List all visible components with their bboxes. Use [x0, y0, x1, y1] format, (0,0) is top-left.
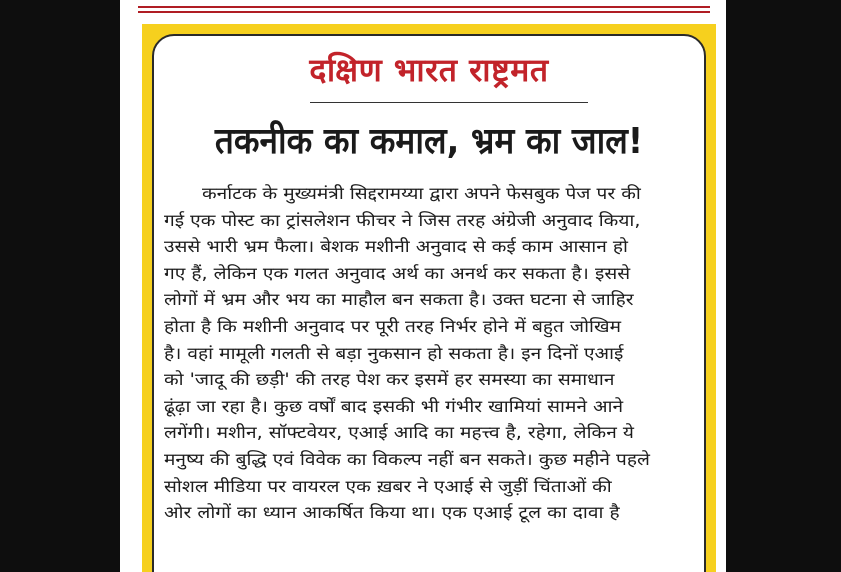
body-line: ढूंढ़ा जा रहा है। कुछ वर्षों बाद इसकी भी गंभीर खामियां सामने आने [164, 396, 624, 416]
body-line: ओर लोगों का ध्यान आकर्षित किया था। एक एआई टूल का दावा है [164, 503, 620, 523]
body-line: होता है कि मशीनी अनुवाद पर पूरी तरह निर्भर होने में बहुत जोखिम [164, 317, 621, 336]
body-line: लगेंगी। मशीन, सॉफ्टवेयर, एआई आदि का महत्त्व है, रहेगा, लेकिन ये [164, 423, 634, 443]
editorial-card [152, 34, 706, 572]
body-line: सोशल मीडिया पर वायरल एक ख़बर ने एआई से जुड़ीं चिंताओं की [164, 476, 612, 496]
body-line: गए हैं, लेकिन एक गलत अनुवाद अर्थ का अनर्थ कर सकता है। इससे [164, 263, 631, 283]
body-line: मनुष्य की बुद्धि एवं विवेक का विकल्प नहीं बन सकते। कुछ महीने पहले [164, 450, 650, 469]
editorial-headline: तकनीक का कमाल, भ्रम का जाल! [214, 121, 644, 162]
editorial-frame [142, 24, 716, 572]
body-line: कर्नाटक के मुख्यमंत्री सिद्दरामय्या द्वारा अपने फेसबुक पेज पर की [202, 184, 641, 203]
body-line: उससे भारी भ्रम फैला। बेशक मशीनी अनुवाद से कई काम आसान हो [164, 237, 628, 257]
body-line: को 'जादू की छड़ी' की तरह पेश कर इसमें हर समस्या का समाधान [164, 370, 615, 390]
top-rule-2 [138, 11, 710, 13]
body-line: लोगों में भ्रम और भय का माहौल बन सकता है। उक्त घटना से जाहिर [164, 290, 634, 310]
masthead-title: दक्षिण भारत राष्ट्रमत [309, 51, 549, 89]
top-rule [138, 6, 710, 8]
newspaper-page [120, 0, 726, 572]
body-line: है। वहां मामूली गलती से बड़ा नुकसान हो सकता है। इन दिनों एआई [164, 343, 624, 363]
body-line: गई एक पोस्ट का ट्रांसलेशन फीचर ने जिस तरह अंग्रेजी अनुवाद किया, [164, 210, 641, 230]
masthead-underline [310, 102, 588, 103]
